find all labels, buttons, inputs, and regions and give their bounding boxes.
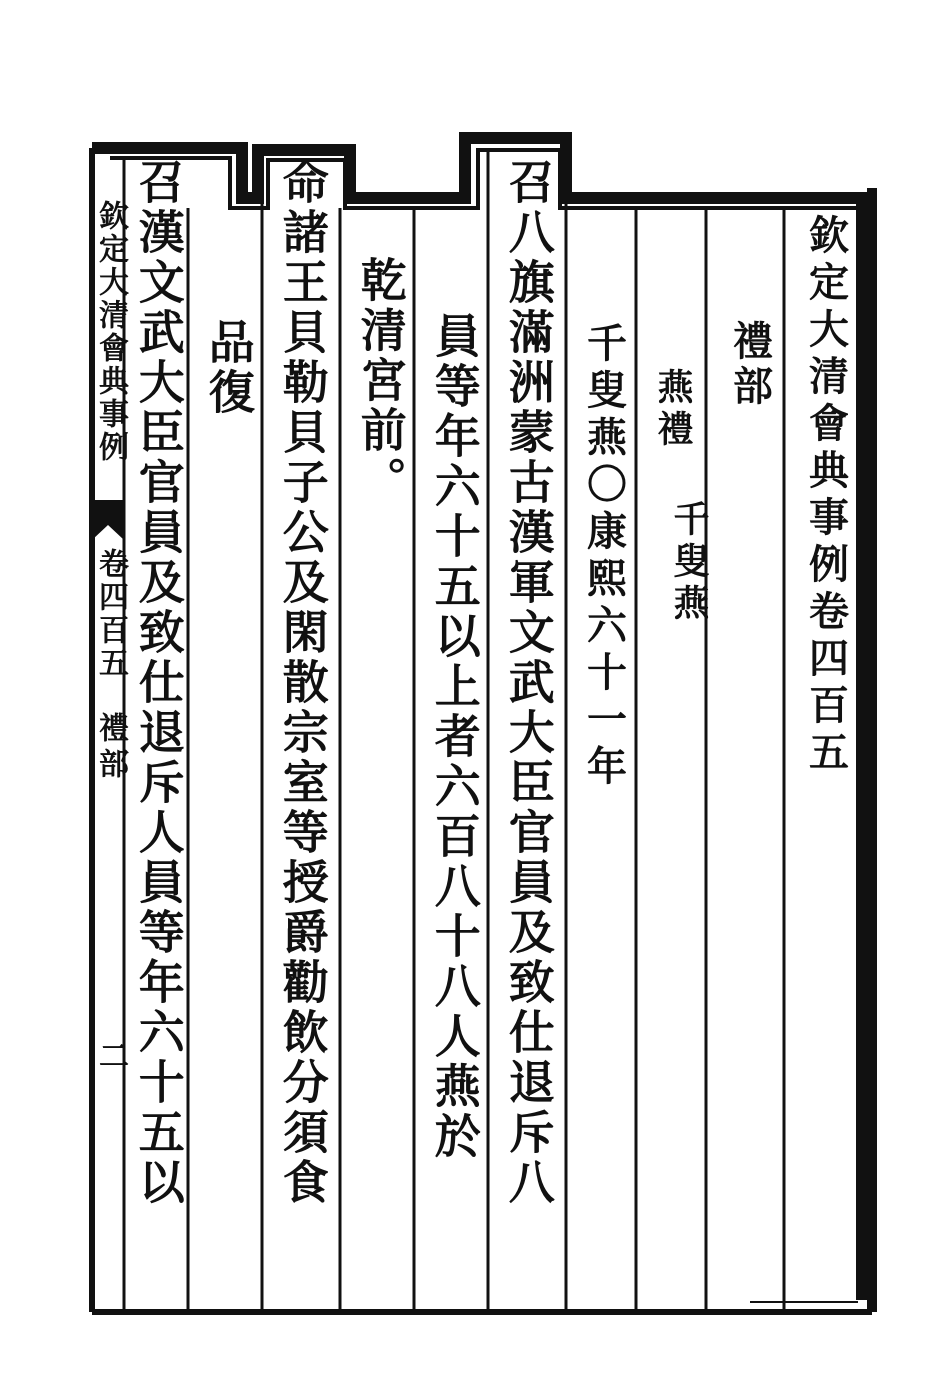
margin-section: 禮部 (93, 712, 128, 784)
body-column: 員等年六十五以上者六百八十八人燕於 (427, 312, 482, 1162)
body-column: 召漢文武大臣官員及致仕退斥人員等年六十五以 (131, 158, 186, 1208)
entry-title-line: 千叟燕〇康熙六十一年 (580, 322, 628, 792)
body-column: 命諸王貝勒貝子公及閑散宗室等授爵勸飲分須食 (275, 158, 330, 1208)
body-column: 品復 (201, 318, 256, 418)
document-title: 欽定大清會典事例卷四百五 (802, 214, 850, 778)
body-column: 乾清宮前。 (353, 256, 408, 506)
margin-page-number: 二 (93, 1040, 128, 1070)
margin-volume: 卷四百五 (93, 548, 128, 680)
entry-subheading: 千叟燕 (668, 500, 710, 626)
section-heading: 禮部 (726, 320, 774, 410)
body-column: 召八旗滿洲蒙古漢軍文武大臣官員及致仕退斥八 (501, 158, 556, 1208)
margin-book-title: 欽定大清會典事例 (93, 200, 128, 464)
entry-heading: 燕禮 (652, 368, 694, 452)
